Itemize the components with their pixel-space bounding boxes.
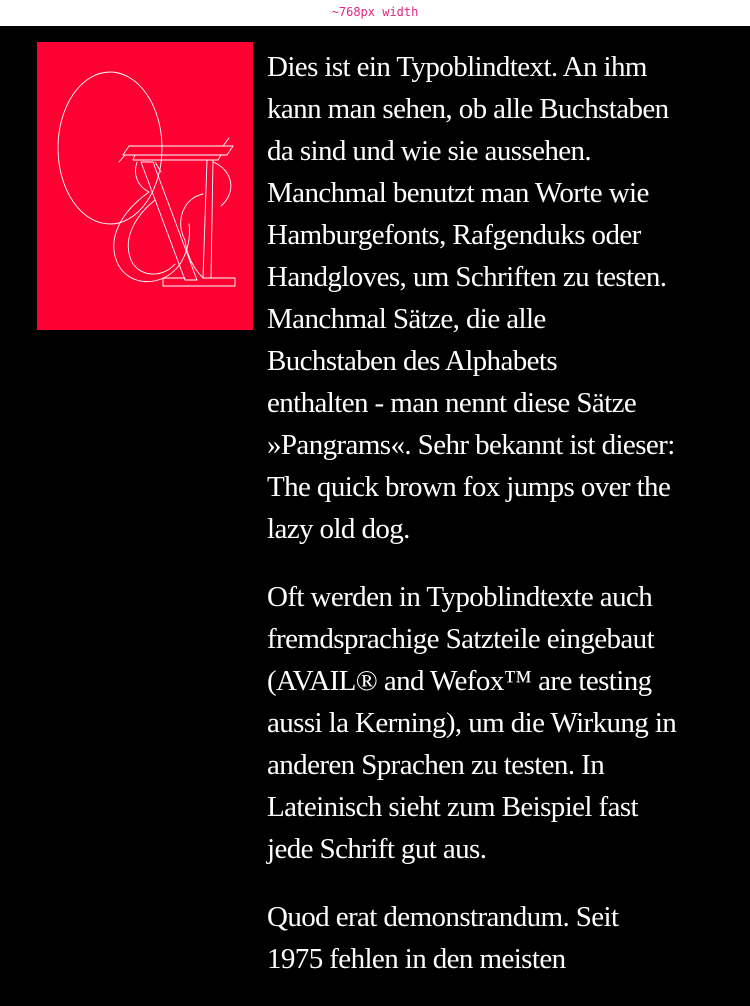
body-text [267, 46, 737, 1006]
paragraph-1: Dies ist ein Typoblindtext. An ihm kann man sehen, ob alle Buchstaben da sind und wie sie aussehen. Manchmal benutzt man Worte wie Hamburgefonts, Rafgenduks oder Handgloves, um Schriften zu testen. Manchmal Sätze, die alle Buchstaben des Alphabets enthalten - man nennt diese Sätze »Pangrams«. Sehr bekannt ist dieser: The quick brown fox jumps over the lazy old dog. [267, 51, 675, 545]
ampersand-ligature-outline-icon [37, 42, 253, 330]
article [0, 26, 750, 975]
viewport-width-label: ~768px width [331, 5, 419, 19]
paragraph-3: Quod erat demonstrandum. Seit 1975 fehlen in den meisten [267, 901, 619, 975]
viewport-ruler [0, 0, 750, 26]
paragraph-2: Oft werden in Typoblindtexte auch fremdsprachige Satzteile eingebaut (AVAIL® and Wefox™ are testing aussi la Kerning), um die Wirkung in anderen Sprachen zu testen. In Lateinisch sieht zum Beispiel fast jede Schrift gut aus. [267, 581, 677, 865]
